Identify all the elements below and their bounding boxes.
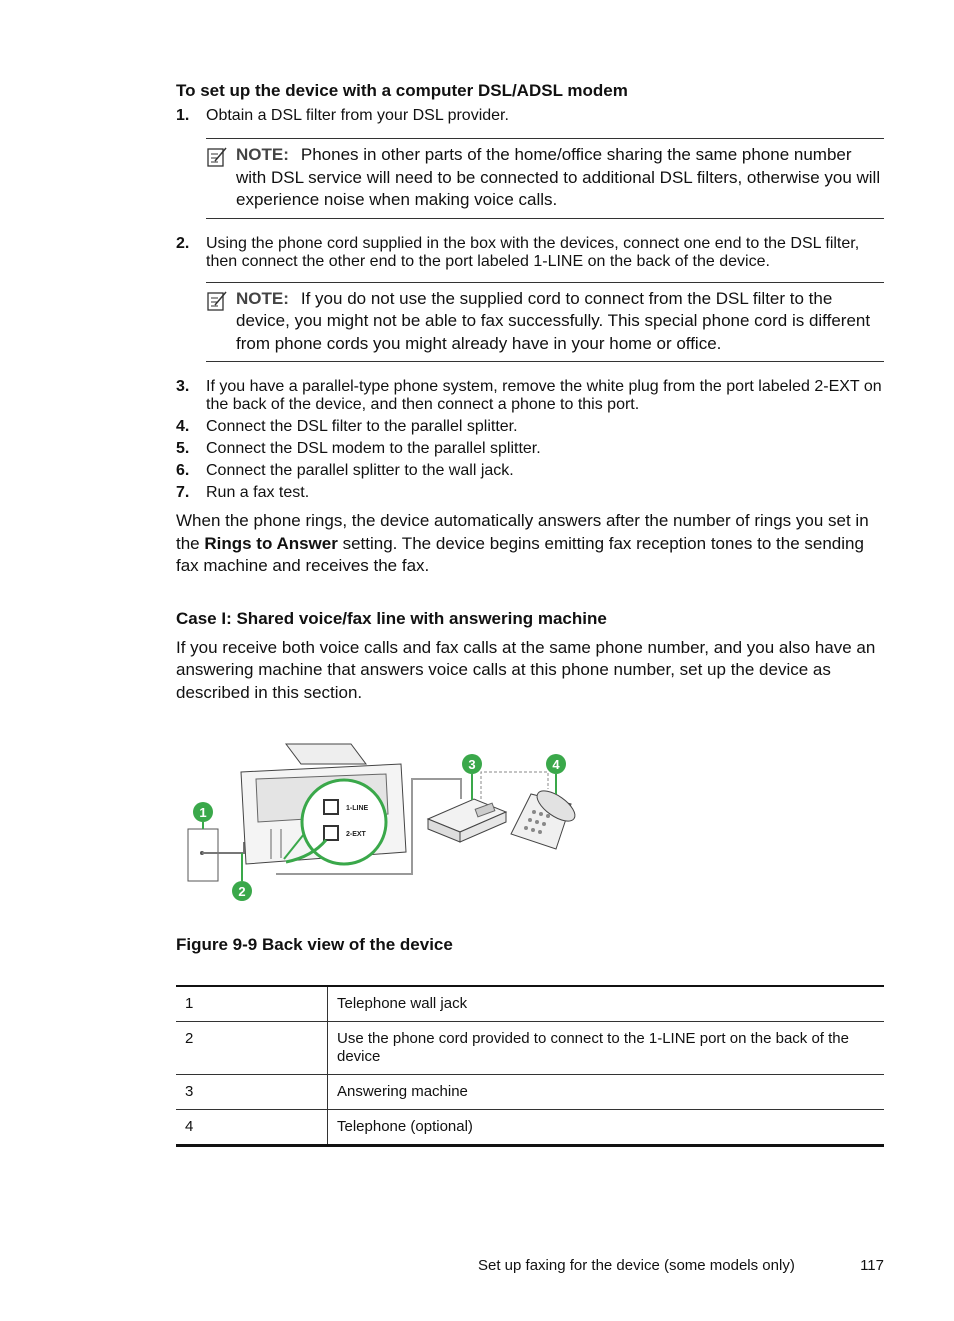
callout-3-label: 3 <box>468 757 476 772</box>
step-4 <box>176 418 884 436</box>
table-row <box>176 986 884 1022</box>
note-label: NOTE: <box>236 145 289 164</box>
note-icon <box>206 144 236 212</box>
note-text: Phones in other parts of the home/office sharing the same phone number with DSL service will need to be connected to additional DSL filters, otherwise you will experience noise when making voice calls. <box>236 145 881 209</box>
table-cell-desc: Telephone (optional) <box>328 1110 885 1146</box>
figure-back-view <box>176 734 884 924</box>
step-7 <box>176 484 884 502</box>
case-paragraph: If you receive both voice calls and fax calls at the same phone number, and you also have an answering machine that answers voice calls at this phone number, set up the device as described in this section. <box>176 637 876 702</box>
legend-table <box>176 985 884 1147</box>
table-cell-num: 4 <box>176 1110 328 1146</box>
note-2 <box>206 282 884 363</box>
step-text: Using the phone cord supplied in the box with the devices, connect one end to the DSL filter, then connect the other end to the port labeled 1-LINE on the back of the device. <box>206 234 860 270</box>
step-number: 4. <box>176 418 190 435</box>
step-1 <box>176 107 884 125</box>
step-number: 6. <box>176 462 190 479</box>
table-cell-desc: Telephone wall jack <box>328 986 885 1022</box>
rings-to-answer-term: Rings to Answer <box>204 533 338 553</box>
step-5 <box>176 440 884 458</box>
step-number: 5. <box>176 440 190 457</box>
step-number: 3. <box>176 378 190 395</box>
telephone <box>511 785 580 849</box>
table-cell-desc: Answering machine <box>328 1075 885 1110</box>
port-label-2-ext: 2-EXT <box>346 831 366 838</box>
step-3 <box>176 378 884 414</box>
note-1 <box>206 138 884 219</box>
table-cell-num: 3 <box>176 1075 328 1110</box>
answering-machine <box>428 799 506 842</box>
step-text: Connect the parallel splitter to the wall jack. <box>206 462 514 479</box>
step-number: 7. <box>176 484 190 501</box>
step-text: Connect the DSL modem to the parallel splitter. <box>206 440 541 457</box>
page-footer <box>478 1257 884 1274</box>
note-icon <box>206 288 236 356</box>
figure-caption: Figure 9-9 Back view of the device <box>176 935 453 954</box>
rings-text-before: When the phone rings, the device automatically answers after the number of rings you set in the <box>176 511 869 553</box>
step-6 <box>176 462 884 480</box>
table-row <box>176 1075 884 1110</box>
table-row <box>176 1022 884 1075</box>
note-label: NOTE: <box>236 288 289 308</box>
step-number: 1. <box>176 107 190 124</box>
section-title: To set up the device with a computer DSL/ADSL modem <box>176 81 628 100</box>
wall-jack <box>188 829 218 881</box>
callout-1-label: 1 <box>199 805 207 820</box>
step-text: Connect the DSL filter to the parallel splitter. <box>206 418 518 435</box>
rings-text-after: setting. The device begins emitting fax reception tones to the sending fax machine and receives the fax. <box>176 533 864 575</box>
case-title: Case I: Shared voice/fax line with answering machine <box>176 608 607 628</box>
page-number: 117 <box>860 1257 884 1274</box>
footer-text: Set up faxing for the device (some models only) <box>478 1257 795 1274</box>
callout-2-label: 2 <box>238 884 246 899</box>
table-cell-num: 1 <box>176 986 328 1022</box>
callout-4-label: 4 <box>552 757 560 772</box>
table-row <box>176 1110 884 1146</box>
step-text: Obtain a DSL filter from your DSL provider. <box>206 107 509 124</box>
rings-paragraph <box>176 510 884 578</box>
note-text: If you do not use the supplied cord to connect from the DSL filter to the device, you might not be able to fax successfully. This special phone cord is different from phone cords you might already have in your home or office. <box>236 288 871 353</box>
port-label-1-line: 1-LINE <box>346 805 369 812</box>
step-2 <box>176 235 884 271</box>
step-text: Run a fax test. <box>206 484 310 501</box>
step-text: If you have a parallel-type phone system, remove the white plug from the port labeled 2-EXT on the back of the device, and then connect a phone to this port. <box>206 378 882 413</box>
step-number: 2. <box>176 234 190 252</box>
page-content <box>176 80 884 1147</box>
table-cell-desc: Use the phone cord provided to connect to the 1-LINE port on the back of the device <box>328 1022 885 1075</box>
device-diagram <box>176 734 596 924</box>
table-cell-num: 2 <box>176 1022 328 1075</box>
